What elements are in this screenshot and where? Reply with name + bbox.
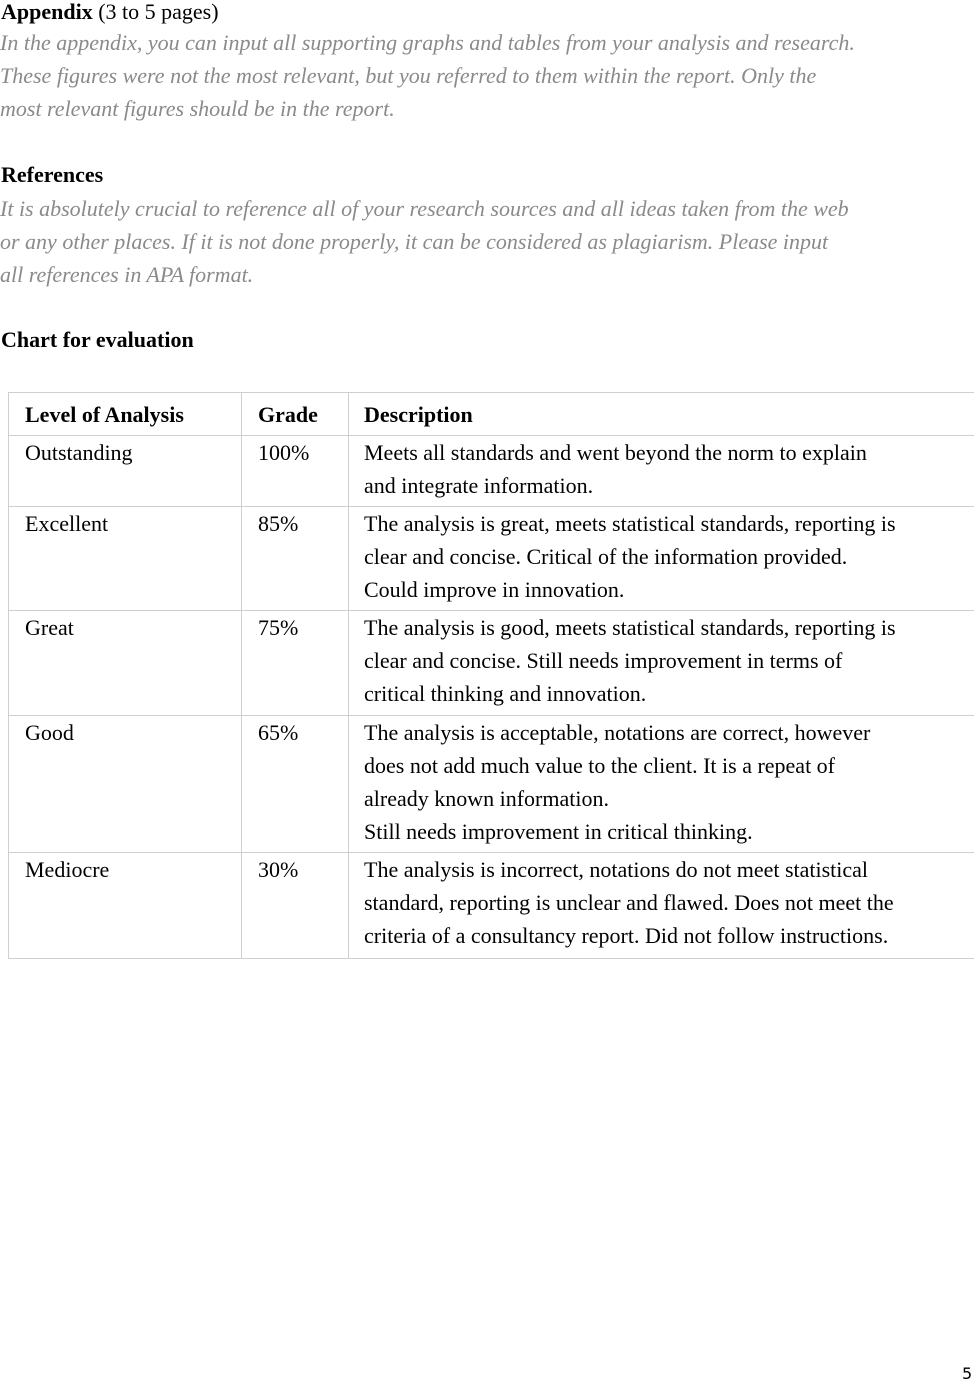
row-level: Excellent	[9, 507, 242, 611]
row-grade: 75%	[242, 611, 349, 716]
appendix-line: These figures were not the most relevant, but you referred to them within the report. Only the	[0, 63, 817, 88]
table-row	[9, 853, 974, 959]
description-line: already known information.	[364, 786, 609, 811]
row-grade: 85%	[242, 507, 349, 611]
table-row	[9, 507, 974, 611]
row-level: Great	[9, 611, 242, 716]
chart-heading	[1, 326, 194, 354]
row-level: Mediocre	[9, 853, 242, 959]
description-line: Meets all standards and went beyond the norm to explain	[364, 440, 867, 465]
description-line: The analysis is great, meets statistical standards, reporting is	[364, 511, 896, 536]
row-level: Outstanding	[9, 436, 242, 507]
row-description	[349, 507, 974, 611]
row-description	[349, 853, 974, 959]
table-row	[9, 436, 974, 507]
row-grade: 100%	[242, 436, 349, 507]
row-description	[349, 436, 974, 507]
references-line: It is absolutely crucial to reference all of your research sources and all ideas taken from the web	[0, 196, 849, 221]
description-line: Could improve in innovation.	[364, 577, 625, 602]
description-line: critical thinking and innovation.	[364, 681, 647, 706]
references-line: or any other places. If it is not done properly, it can be considered as plagiarism. Please input	[0, 229, 829, 254]
page-number: 5	[962, 1364, 973, 1383]
description-line: Still needs improvement in critical thinking.	[364, 819, 753, 844]
row-description	[349, 611, 974, 716]
appendix-description	[0, 26, 974, 125]
table-row	[9, 611, 974, 716]
appendix-line: In the appendix, you can input all supporting graphs and tables from your analysis and research.	[0, 30, 855, 55]
references-description	[0, 192, 974, 291]
description-line: and integrate information.	[364, 473, 594, 498]
description-line: criteria of a consultancy report. Did not follow instructions.	[364, 923, 889, 948]
description-line: The analysis is acceptable, notations are correct, however	[364, 720, 871, 745]
references-title: References	[1, 162, 104, 187]
row-level: Good	[9, 716, 242, 853]
references-heading	[1, 161, 103, 189]
evaluation-table	[8, 392, 974, 959]
row-description	[349, 716, 974, 853]
appendix-subtitle: (3 to 5 pages)	[98, 0, 219, 24]
description-line: The analysis is incorrect, notations do not meet statistical	[364, 857, 869, 882]
description-line: clear and concise. Still needs improvement in terms of	[364, 648, 843, 673]
description-line: does not add much value to the client. It is a repeat of	[364, 753, 836, 778]
appendix-line: most relevant figures should be in the report.	[0, 96, 395, 121]
header-description: Description	[349, 393, 974, 436]
appendix-heading	[1, 0, 219, 26]
description-line: The analysis is good, meets statistical standards, reporting is	[364, 615, 896, 640]
header-grade: Grade	[242, 393, 349, 436]
table-row	[9, 716, 974, 853]
description-line: clear and concise. Critical of the information provided.	[364, 544, 848, 569]
appendix-title: Appendix	[1, 0, 93, 24]
row-grade: 65%	[242, 716, 349, 853]
description-line: standard, reporting is unclear and flawed. Does not meet the	[364, 890, 894, 915]
row-grade: 30%	[242, 853, 349, 959]
header-level: Level of Analysis	[9, 393, 242, 436]
chart-title: Chart for evaluation	[1, 327, 194, 352]
table-header-row	[9, 393, 974, 436]
references-line: all references in APA format.	[0, 262, 254, 287]
